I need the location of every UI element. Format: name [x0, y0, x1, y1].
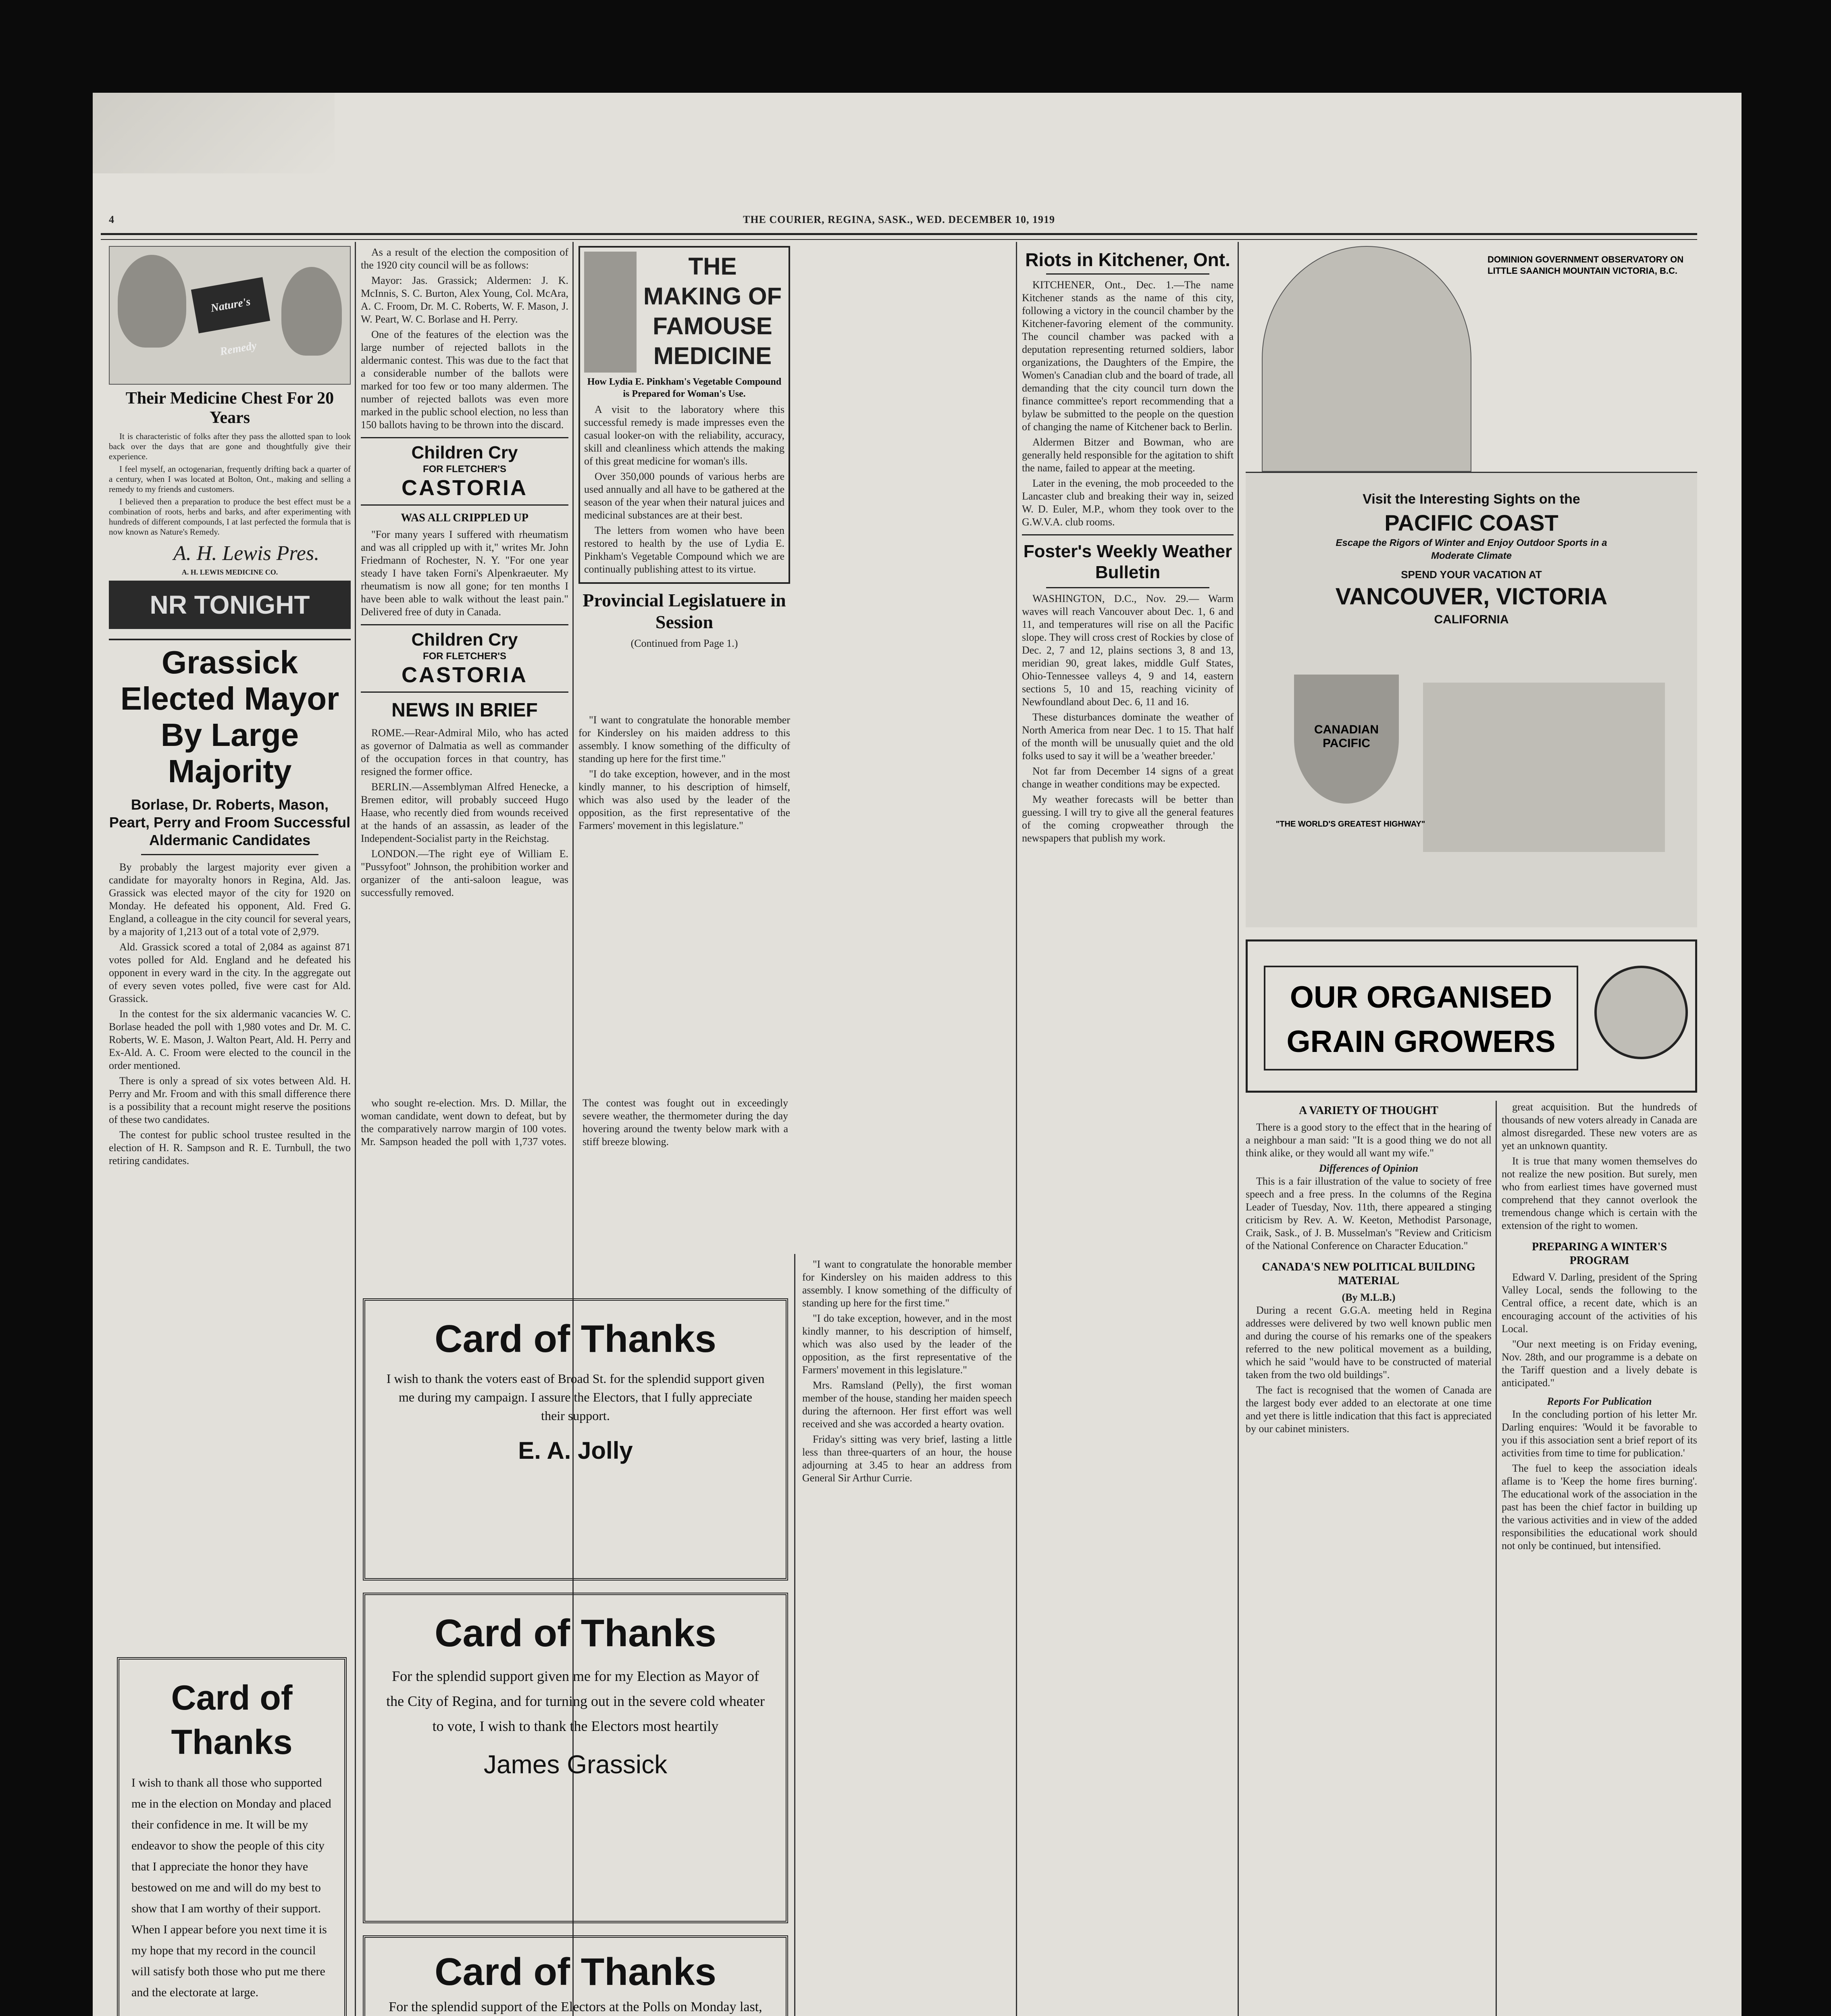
- portrait-left: [118, 255, 186, 348]
- column-rule: [1016, 242, 1017, 2016]
- grain-left: [1246, 1101, 1492, 2016]
- company-name: A. H. LEWIS MEDICINE CO.: [181, 568, 278, 576]
- legislature-body-top: [578, 714, 790, 1254]
- crippled-title: WAS ALL CRIPPLED UP: [401, 512, 528, 524]
- thanks-signature: [131, 2013, 332, 2016]
- paragraph: In the concluding portion of his letter Mr. Darling enquires: 'Would it be favorable to you if this association sent a brief report of its activities from time to time for publication.': [1502, 1408, 1697, 1459]
- kitchener-headline: Riots in Kitchener, Ont.: [1025, 249, 1230, 270]
- column-rule: [1238, 242, 1239, 2016]
- paragraph: I feel myself, an octogenarian, frequently drifting back a quarter of a century, when I was located at Bolton, Ont., making and selling a remedy to my friends and customers.: [109, 464, 351, 494]
- observatory-illustration: [1262, 246, 1471, 472]
- signature: A. H. Lewis Pres.: [173, 542, 320, 565]
- mayor-subhead: Borlase, Dr. Roberts, Mason, Peart, Perry and Froom Successful Aldermanic Candidates: [109, 796, 351, 848]
- paragraph: It is true that many women themselves do not realize the new position. But surely, men who from earliest times have governed must comprehend that they cannot overlook the tremendous change which is certain with the extension of the right to women.: [1502, 1155, 1697, 1231]
- portrait-right: [281, 267, 342, 356]
- paragraph: Ald. Grassick scored a total of 2,084 as against 871 votes polled for Ald. England and he defeated his opponent in every ward in the city. In the aggregate out of every seven votes polled, five were cast for Ald. Grassick.: [109, 941, 351, 1004]
- paragraph: In the contest for the six aldermanic vacancies W. C. Borlase headed the poll with 1,980 votes and Dr. M. C. Roberts, W. E. Mason, J. Walton Peart, Ald. H. Perry and Ex-Ald. A. C. Froom were elected to the council in the order mentioned.: [109, 1008, 351, 1071]
- masthead-rule: [101, 233, 1697, 240]
- separator: [1046, 587, 1209, 588]
- cpr-tagline: "THE WORLD'S GREATEST HIGHWAY": [1275, 820, 1425, 829]
- paragraph: The fuel to keep the association ideals aflame is to 'Keep the home fires burning'. The educational work of the association in the past has been the chief factor in building up the various activities and in view of the added responsibilities the educational work should not only be continued, but intensified.: [1502, 1462, 1697, 1552]
- riders-illustration: [1423, 683, 1665, 852]
- column-rule: [355, 242, 356, 2016]
- paragraph: WASHINGTON, D.C., Nov. 29.— Warm waves will reach Vancouver about Dec. 1, 6 and 11, and temperatures will rise on all the Pacific slope. They will cross crest of Rockies by close of Dec. 2, 7 and 12, plains sections 3, 8 and 13, meridian 90, great lakes, middle Gulf States, Ohio-Tennessee valleys 4, 9 and 14, eastern sections 5, 10 and 15, reaching vicinity of Newfoundland about Dec. 6, 11 and 16.: [1022, 593, 1234, 708]
- paragraph: Edward V. Darling, president of the Spring Valley Local, sends the following to the Central office, a recent date, which is an encouraging account of the activities of his Local.: [1502, 1271, 1697, 1335]
- newspaper-page: [93, 93, 1742, 2016]
- paragraph: There is only a spread of six votes between Ald. H. Perry and Mr. Froom and with this small difference there is a possibility that a recount might reserve the positions of these two candidates.: [109, 1075, 351, 1125]
- paragraph: During a recent G.G.A. meeting held in Regina addresses were delivered by two well known public men and during the course of his remarks one of the speakers referred to the new political movement as a building, which he said "would have to be constructed of material taken from the two old buildings".: [1246, 1304, 1492, 1381]
- medicine-headline: Their Medicine Chest For 20 Years: [125, 389, 334, 427]
- paragraph: KITCHENER, Ont., Dec. 1.—The name Kitchener stands as the name of this city, following a victory in the council chamber by the Kitchener-favoring element of the community. The council chamber was packed with a deputation representing returned soldiers, labor organizations, the Daughters of the Empire, the Women's Canadian club and the board of trade, all demanding that the city council turn down the finance committee's report recommending that a bylaw be submitted to the people on the question of changing the name of Kitchener back to Berlin.: [1022, 279, 1234, 433]
- masthead-title: THE COURIER, REGINA, SASK., WED. DECEMBER 10, 1919: [743, 214, 1055, 225]
- mayor-headline: Grassick Elected Mayor By Large Majority: [120, 644, 339, 789]
- legislature-body: [802, 1258, 1012, 2016]
- legislature-headline: Provincial Legislatuere in Session: [583, 590, 786, 632]
- paragraph: Friday's sitting was very brief, lasting a little less than three-quarters of an hour, the house adjourning at 3.45 to hear an address from General Sir Arthur Currie.: [802, 1433, 1012, 1484]
- separator: [109, 639, 351, 640]
- foster-headline: Foster's Weekly Weather Bulletin: [1023, 541, 1232, 582]
- pacific-line: Escape the Rigors of Winter and Enjoy Outdoor Sports in a Moderate Climate: [1336, 537, 1607, 561]
- thanks-signature: James Grassick: [483, 1750, 668, 1779]
- pacific-line: SPEND YOUR VACATION AT: [1401, 569, 1542, 581]
- grain-growers-banner: [1246, 939, 1697, 1093]
- paragraph: Aldermen Bitzer and Bowman, who are generally held responsible for the agitation to shift the name, failed to appear at the meeting.: [1022, 436, 1234, 474]
- paragraph: "I want to congratulate the honorable member for Kindersley on his maiden address to this assembly. I know something of the difficulty of standing up here for the first time.": [578, 714, 790, 764]
- paragraph: BERLIN.—Assemblyman Alfred Henecke, a Bremen editor, will probably succeed Hugo Haase, who recently died from wounds received at the hands of an assassin, as leader of the Independent-Socialist party in the Reichstag.: [361, 781, 568, 844]
- paragraph: "I want to congratulate the honorable member for Kindersley on his maiden address to this assembly. I know something of the difficulty of standing up here for the first time.": [802, 1258, 1012, 1309]
- paragraph: Not far from December 14 signs of a great change in weather conditions may be expected.: [1022, 765, 1234, 790]
- paragraph: "I do take exception, however, and in the most kindly manner, to his description of himself, which was also used by the leader of the opposition, as the first representative of the Farmers' movement in this legislature.": [802, 1312, 1012, 1376]
- paragraph: There is a good story to the effect that in the hearing of a neighbour a man said: "It is a good thing we do not all think alike, or they would all want my wife.": [1246, 1121, 1492, 1159]
- pacific-ad: [1246, 246, 1697, 927]
- paragraph: Mayor: Jas. Grassick; Aldermen: J. K. McInnis, S. C. Burton, Alex Young, Col. McAra, A. C. Froom, Dr. M. C. Roberts, W. F. Mason, J. W. Peart, W. C. Borlase and H. Perry.: [361, 275, 568, 325]
- castoria-line: CASTORIA: [401, 663, 528, 687]
- paragraph: great acquisition. But the hundreds of thousands of new voters already in Canada are almost disregarded. These new voters are as yet an unknown quantity.: [1502, 1101, 1697, 1152]
- subhead: Differences of Opinion: [1319, 1162, 1419, 1174]
- column-rule: [794, 1254, 795, 2016]
- pacific-line: VANCOUVER, VICTORIA: [1335, 583, 1608, 610]
- winter-title: PREPARING A WINTER'S PROGRAM: [1531, 1241, 1667, 1267]
- tonight-banner: NR TONIGHT: [109, 581, 351, 629]
- observatory-caption: DOMINION GOVERNMENT OBSERVATORY ON LITTLE SAANICH MOUNTAIN VICTORIA, B.C.: [1488, 254, 1684, 276]
- paragraph: A visit to the laboratory where this successful remedy is made impresses even the casual looker-on with the reliability, accuracy, skill and cleanliness which attends the making of this great medicine for woman's ills.: [584, 404, 784, 467]
- cpr-badge: CANADIAN PACIFIC: [1294, 675, 1399, 804]
- paragraph: These disturbances dominate the weather of North America from near Dec. 1 to 15. That half of the month will be unusually quiet and the old folks used to say it will be a 'weather breeder.': [1022, 711, 1234, 762]
- castoria-ad: [361, 624, 568, 693]
- castoria-ad: [361, 437, 568, 506]
- folded-corner: [93, 93, 335, 173]
- castoria-line: FOR FLETCHER'S: [422, 464, 507, 475]
- castoria-line: Children Cry: [411, 630, 518, 650]
- thanks-signature: E. A. Jolly: [518, 1437, 633, 1464]
- grain-title: OUR ORGANISED GRAIN GROWERS: [1264, 966, 1578, 1070]
- paragraph: I believed then a preparation to produce the best effect must be a combination of roots, herbs and barks, and after experimenting with hundreds of different compounds, I at last perfected the formula that is now known as Nature's Remedy.: [109, 497, 351, 537]
- column-rule: [1496, 1101, 1497, 2016]
- paragraph: Over 350,000 pounds of various herbs are used annually and all have to be gathered at the season of the year when their natural juices and medicinal substances are at their best.: [584, 471, 784, 521]
- borlase-thanks: [117, 1657, 347, 2016]
- pinkham-ad: [578, 246, 790, 584]
- paragraph: "Our next meeting is on Friday evening, Nov. 28th, and our programme is a debate on the Tariff question and a lively debate is anticipated.": [1502, 1338, 1697, 1389]
- subhead: Reports For Publication: [1547, 1395, 1652, 1407]
- thanks-body: For the splendid support of the Electors at the Polls on Monday last,: [389, 1999, 762, 2014]
- grain-right: [1502, 1101, 1697, 2016]
- byline: (By M.L.B.): [1342, 1291, 1396, 1303]
- paragraph: "For many years I suffered with rheumatism and was all crippled up with it," writes Mr. John Friedmann of Rochester, N. Y. "For one year steady I have taken Forni's Alpenkraeuter. My rheumatism is now all gone; for ten months I have been able to walk without the least pain." Delivered free of duty in Canada.: [361, 529, 568, 618]
- paragraph: "I do take exception, however, and in the most kindly manner, to his description of himself, which was also used by the leader of the opposition, as the first representative of the Farmers' movement in this legislature.": [578, 768, 790, 831]
- separator: [141, 854, 318, 855]
- pinkham-headline: THE MAKING OF FAMOUSE MEDICINE: [643, 253, 782, 369]
- paragraph: The letters from women who have been restored to health by the use of Lydia E. Pinkham's Vegetable Compound which we are continually publishing attest to its virtue.: [584, 525, 784, 575]
- castoria-line: CASTORIA: [401, 476, 528, 500]
- pinkham-subhead: How Lydia E. Pinkham's Vegetable Compound is Prepared for Woman's Use.: [587, 377, 782, 399]
- separator: [1022, 534, 1234, 535]
- thanks-body: I wish to thank the voters east of Broad St. for the splendid support given me during my campaign. I assure the Electors, that I fully appreciate their support.: [386, 1371, 765, 1423]
- pacific-ad-panel: [1246, 472, 1697, 927]
- paragraph: who sought re-election. Mrs. D. Millar, the woman candidate, went down to defeat, but by the comparatively narrow margin of 100 votes. Mr. Sampson headed the poll with 1,737 votes. The contest was fought out in exceedingly severe weather, the thermometer during the day hovering around the twenty below mark with a stiff breeze blowing.: [361, 1097, 788, 1148]
- paragraph: This is a fair illustration of the value to society of free speech and a free press. In the columns of the Regina Leader of Tuesday, Nov. 11th, there appeared a stinging criticism by Rev. A. W. Keeton, Methodist Parsonage, Craik, Sask., of J. B. Musselman's "Review and Criticism of the National Conference on Character Education.": [1246, 1175, 1492, 1252]
- pinkham-illustration: [584, 252, 637, 373]
- separator: [1046, 273, 1209, 275]
- masthead: [101, 214, 1697, 230]
- paragraph: Later in the evening, the mob proceeded to the Lancaster club and breaking their way in, seized W. D. Euler, M.P., whom they took over to the G.W.V.A. club rooms.: [1022, 477, 1234, 528]
- portrait-illustration: [109, 246, 351, 385]
- grain-seal: [1594, 966, 1688, 1059]
- castoria-line: Children Cry: [411, 443, 518, 462]
- thanks-title: Card of Thanks: [435, 1317, 716, 1360]
- continued-note: (Continued from Page 1.): [630, 637, 738, 649]
- thanks-title: Card of Thanks: [435, 1950, 716, 1993]
- pacific-line: Visit the Interesting Sights on the: [1363, 492, 1580, 507]
- pacific-line: PACIFIC COAST: [1384, 510, 1558, 535]
- page-number: 4: [109, 214, 114, 225]
- building-title: CANADA'S NEW POLITICAL BUILDING MATERIAL: [1262, 1261, 1475, 1287]
- thanks-title: Card of Thanks: [171, 1679, 293, 1762]
- pacific-line: CALIFORNIA: [1434, 613, 1509, 626]
- thanks-title: Card of Thanks: [435, 1612, 716, 1655]
- paragraph: By probably the largest majority ever given a candidate for mayoralty honors in Regina, Ald. Jas. Grassick was elected mayor of the city for 1920 on Monday. He defeated his opponent, Ald. Fred G. England, a colleague in the city council for several years, by a majority of 1,213 out of a total vote of 2,979.: [109, 861, 351, 937]
- news-brief-title: NEWS IN BRIEF: [391, 700, 538, 721]
- paragraph: ROME.—Rear-Admiral Milo, who has acted as governor of Dalmatia as well as commander of the occupation forces in that country, has resigned the former office.: [361, 727, 568, 777]
- column-4: [1022, 246, 1234, 2016]
- castoria-line: FOR FLETCHER'S: [422, 651, 507, 662]
- paragraph: Mrs. Ramsland (Pelly), the first woman member of the house, standing her maiden speech during the afternoon. Her first effort was well received and she was accorded a hearty ovation.: [802, 1379, 1012, 1430]
- paragraph: The fact is recognised that the women of Canada are the largest body ever added to an electorate at one time and yet there is little indication that this fact is appreciated by our cabinet ministers.: [1246, 1384, 1492, 1435]
- paragraph: It is characteristic of folks after they pass the allotted span to look back over the days that are gone and thoughtfully give their experience.: [109, 431, 351, 461]
- thanks-body: For the splendid support given me for my Election as Mayor of the City of Regina, and for turning out in the severe cold wheater to vote, I wish to thank the Electors most heartily: [386, 1668, 765, 1734]
- thanks-body: I wish to thank all those who supported me in the election on Monday and placed their confidence in me. It will be my endeavor to show the people of this city that I appreciate the honor they have bestowed on me and will do my best to show that I am worthy of their support. When I appear before you next time it is my hope that my record in the council will satisfy both those who put me there and the electorate at large.: [131, 1776, 331, 1999]
- paragraph: As a result of the election the composition of the 1920 city council will be as follows:: [361, 246, 568, 271]
- paragraph: LONDON.—The right eye of William E. "Pussyfoot" Johnson, the prohibition worker and organizer of the anti-saloon league, was successfully removed.: [361, 848, 568, 898]
- paragraph: One of the features of the election was the large number of rejected ballots in the aldermanic contest. This was due to the fact that a considerable number of the ballots were marked for too few or too many aldermen. The number of rejected ballots was even more marked in the public school election, no less than 150 ballots having to be thrown into the discard.: [361, 329, 568, 431]
- column-2: [361, 246, 568, 1089]
- variety-title: A VARIETY OF THOUGHT: [1299, 1104, 1438, 1117]
- paragraph: My weather forecasts will be better than guessing. I will try to give all the general features of the coming cropweather through the newspapers that publish my work.: [1022, 793, 1234, 844]
- product-box: Nature's Remedy: [191, 277, 270, 333]
- paragraph: The contest for public school trustee resulted in the election of H. R. Sampson and R. E. Turnbull, the two retiring candidates.: [109, 1129, 351, 1166]
